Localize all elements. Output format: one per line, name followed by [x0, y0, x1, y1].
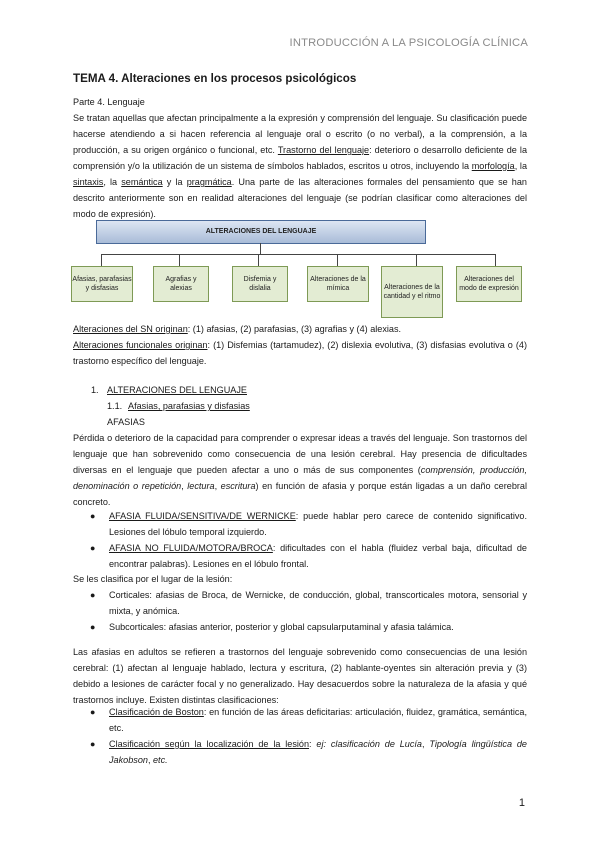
list-item: ● Corticales: afasias de Broca, de Wernicke, de conducción, global, transcorticales motora, sensorial y mixta, y anómica.	[73, 587, 527, 619]
list-item: ● AFASIA FLUIDA/SENSITIVA/DE WERNICKE: puede hablar pero carece de contenido significativo. Lesiones del lóbulo temporal izquierdo.	[73, 508, 527, 540]
diagram-box-agrafias: Agrafias y alexias	[153, 266, 209, 302]
diagram-connector	[101, 254, 102, 266]
functional-line: Alteraciones funcionales originan: (1) Disfemias (tartamudez), (2) dislexia evolutiva, (3) disfasias evolutiva o (4) trastorno específico del lenguaje.	[73, 340, 527, 366]
sn-line: Alteraciones del SN originan: (1) afasias, (2) parafasias, (3) agrafias y (4) alexias.	[73, 324, 402, 334]
term-trastorno: Trastorno del lenguaje	[277, 145, 370, 155]
diagram-connector	[179, 254, 180, 266]
subsection-title: Afasias, parafasias y disfasias	[128, 401, 250, 411]
list-item: ● Clasificación de Boston: en función de las áreas deficitarias: articulación, fluidez, gramática, semántica, etc.	[73, 704, 527, 736]
diagram-box-modo-expresion: Alteraciones del modo de expresión	[456, 266, 522, 302]
bullet-icon: ●	[90, 590, 96, 600]
part-label: Parte 4. Lenguaje	[73, 97, 145, 107]
diagram-box-afasias: Afasias, parafasias y disfasias	[71, 266, 133, 302]
list-item: ● Clasificación según la localización de la lesión: ej: clasificación de Lucía, Tipología lingüística de Jakobson, etc.	[73, 736, 527, 768]
diagram-connector	[337, 254, 338, 266]
afasias-heading: AFASIAS	[107, 417, 145, 427]
diagram-box-mimica: Alteraciones de la mímica	[307, 266, 369, 302]
term-morfologia: morfología	[471, 161, 515, 171]
page-number: 1	[518, 797, 525, 809]
diagram-box-cantidad-ritmo: Alteraciones de la cantidad y el ritmo	[381, 266, 443, 318]
bullet-icon: ●	[90, 622, 96, 632]
list-item: ● AFASIA NO FLUIDA/MOTORA/BROCA: dificultades con el habla (fluidez verbal baja, dificultad de encontrar palabras). Lesiones en el lóbulo frontal.	[73, 540, 527, 572]
bullet-icon: ●	[90, 707, 96, 717]
diagram-connector	[495, 254, 496, 266]
bullet-icon: ●	[90, 543, 96, 553]
section-number: 1.	[91, 385, 99, 395]
diagram-connector	[260, 243, 261, 254]
intro-paragraph: Se tratan aquellas que afectan principalmente a la expresión y comprensión del lenguaje. Su clasificación puede hacerse atendiendo a si hacen referencia al lenguaje oral o escrito (o no verbal), a la comprensión, a la producción, a su origen orgánico o funcional, etc. Trastorno del lenguaje: deterioro o desarrollo deficiente de la comprensión y/o la utilización de un sistema de símbolos hablados, escritos u otros, incluyendo la morfología, la sintaxis, la semántica y la pragmática. Una parte de las alteraciones formales del pensamiento que se han descrito anteriormente son en realidad alteraciones del lenguaje (se podrían clasificar como alteraciones del modo de expresión).	[73, 113, 527, 219]
term-pragmatica: pragmática	[186, 177, 232, 187]
diagram-box-disfemia: Disfemia y dislalia	[232, 266, 288, 302]
subsection-number: 1.1.	[107, 401, 123, 411]
section-title: ALTERACIONES DEL LENGUAJE	[107, 385, 247, 395]
diagram-connector	[416, 254, 417, 266]
diagram-root: ALTERACIONES DEL LENGUAJE	[96, 220, 426, 244]
classification-diagram	[66, 220, 532, 328]
list-item: ● Subcorticales: afasias anterior, posterior y global capsularputaminal y afasia talámica.	[73, 619, 527, 635]
page-title: TEMA 4. Alteraciones en los procesos psicológicos	[73, 72, 357, 85]
diagram-connector	[101, 254, 495, 255]
term-sintaxis: sintaxis	[73, 177, 104, 187]
diagram-connector	[258, 254, 259, 266]
afasias-paragraph: Pérdida o deterioro de la capacidad para comprender o expresar ideas a través del lenguaje. Son trastornos del lenguaje que han sobrevenido como consecuencia de una lesión cerebral. Hay presencia de dificultades diversas en el lenguaje que pueden afectar a uno o más de sus componentes (comprensión, producción, denominación o repetición, lectura, escritura) en función de afasia y porque están ligadas a un daño cerebral concreto.	[73, 433, 527, 507]
bullet-icon: ●	[90, 511, 96, 521]
clasifica-line: Se les clasifica por el lugar de la lesión:	[73, 574, 233, 584]
adultos-paragraph: Las afasias en adultos se refieren a trastornos del lenguaje sobrevenido como consecuencias de una lesión cerebral: (1) afectan al lenguaje hablado, lectura y escritura, (2) hablante-oyentes sin alteración previa y (3) debido a lesiones de carácter focal y no generalizado. Hay desacuerdos sobre la naturaleza de la afasia y qué trastornos incluye. Existen distintas clasificaciones:	[73, 647, 527, 705]
term-semantica: semántica	[121, 177, 163, 187]
bullet-icon: ●	[90, 739, 96, 749]
running-header: INTRODUCCIÓN A LA PSICOLOGÍA CLÍNICA	[289, 37, 528, 49]
